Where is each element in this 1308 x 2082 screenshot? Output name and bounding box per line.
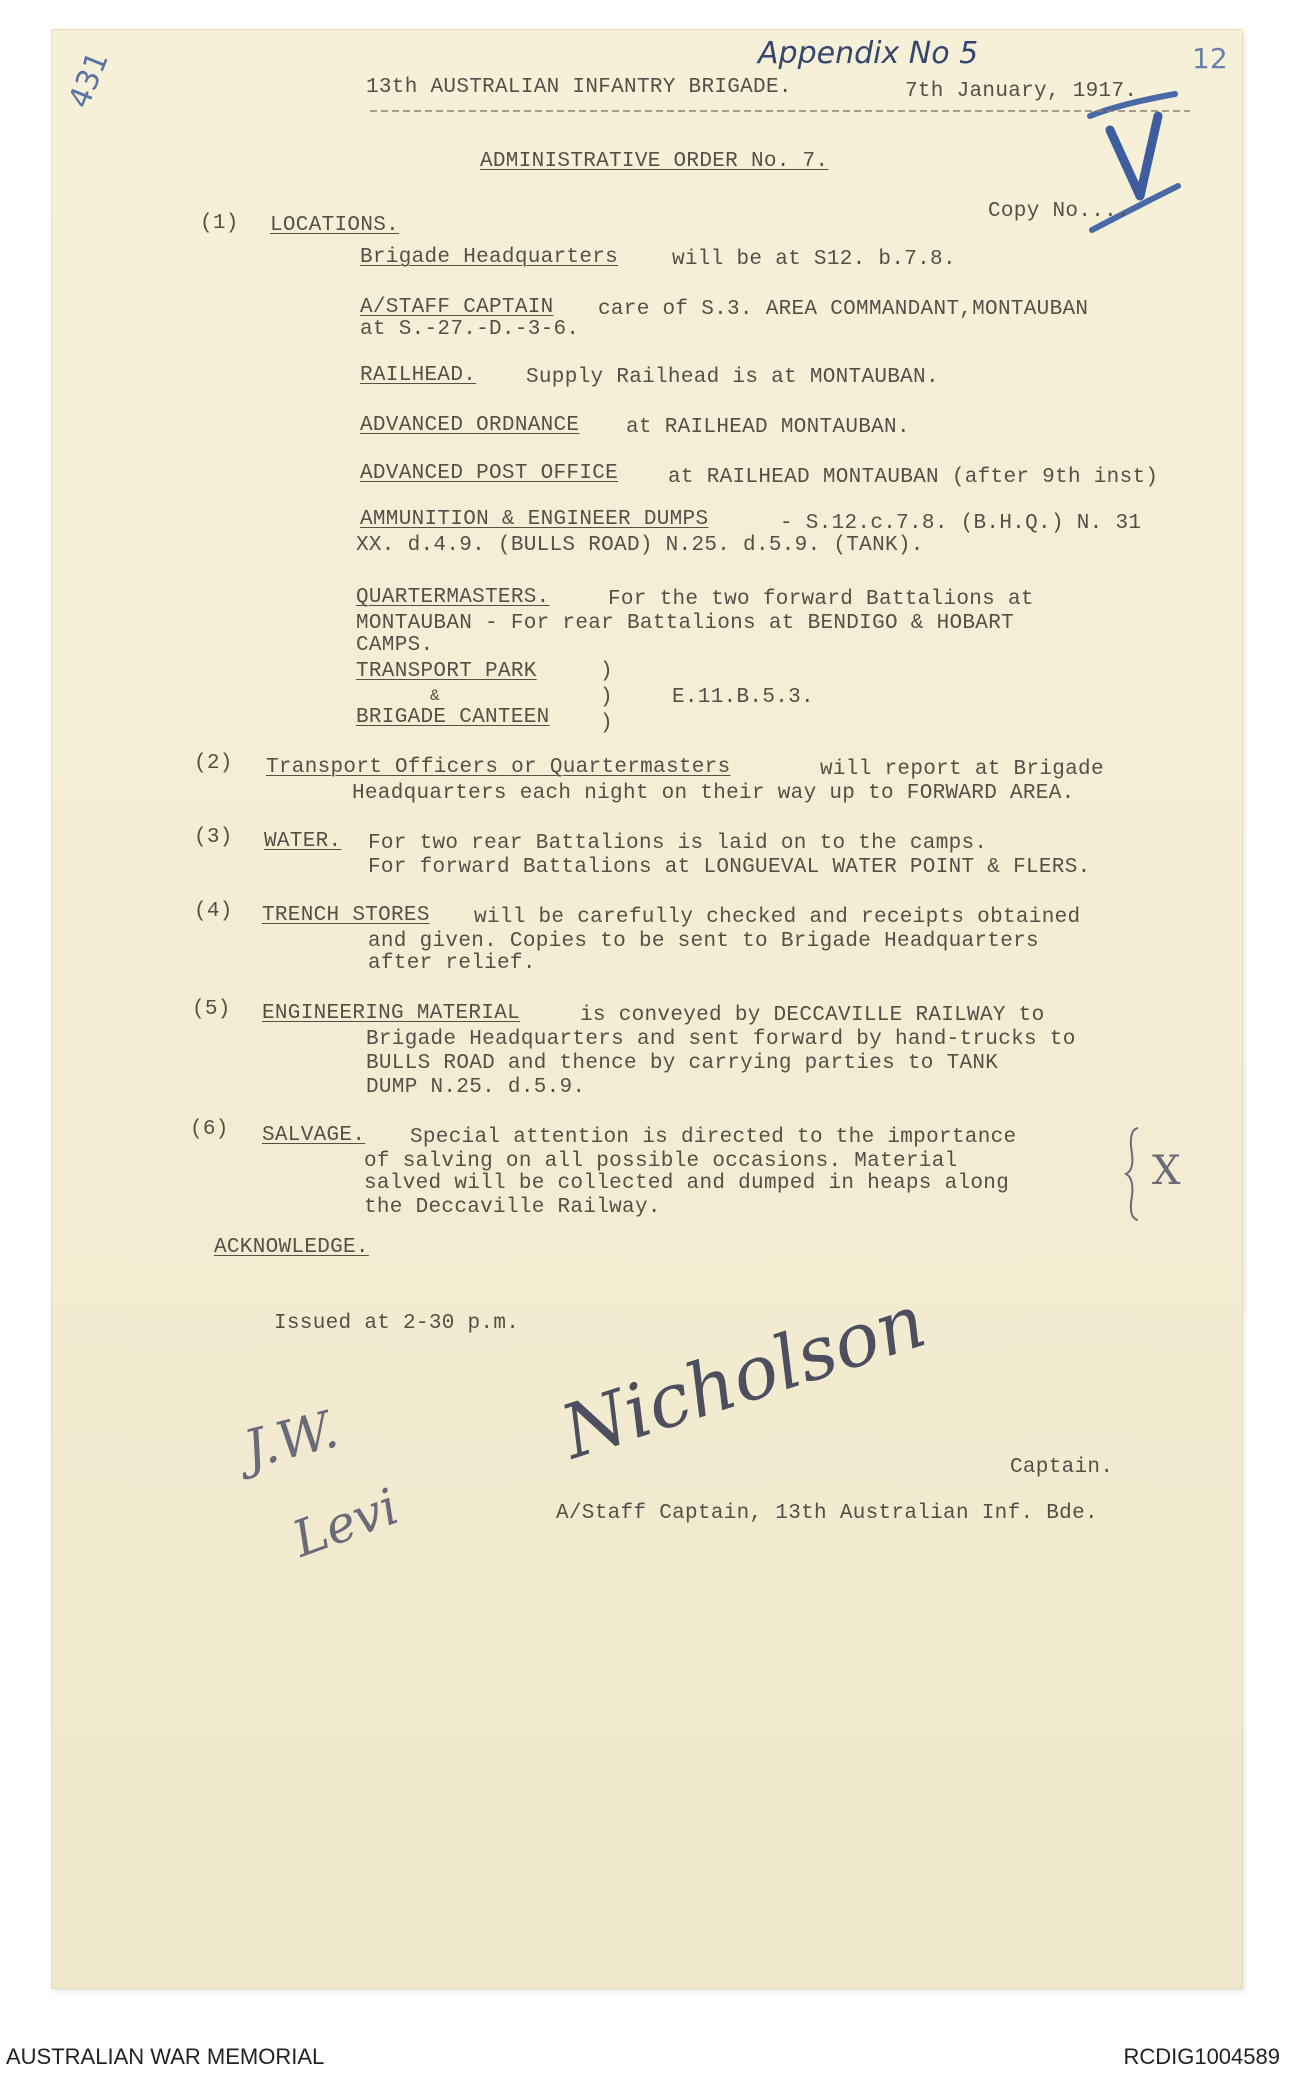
ammunition-dumps-label: AMMUNITION & ENGINEER DUMPS: [360, 508, 709, 531]
initials-annotation-2: Levi: [285, 1477, 406, 1569]
section-3-text-2: For forward Battalions at LONGUEVAL WATER POINT & FLERS.: [368, 856, 1091, 879]
brigade-header: 13th AUSTRALIAN INFANTRY BRIGADE.: [366, 76, 792, 99]
svg-text:): ): [600, 660, 613, 683]
railhead-text: Supply Railhead is at MONTAUBAN.: [526, 366, 939, 389]
staff-captain-text-2: at S.-27.-D.-3-6.: [360, 318, 580, 341]
section-6-text-3: salved will be collected and dumped in heaps along: [364, 1172, 1010, 1195]
section-4-number: (4): [194, 900, 233, 923]
appendix-annotation: Appendix No 5: [758, 36, 979, 71]
initials-annotation-1: J.W.: [238, 1399, 345, 1481]
section-5-text-3: BULLS ROAD and thence by carrying parties to TANK: [366, 1052, 999, 1075]
acknowledge-text: ACKNOWLEDGE.: [214, 1236, 369, 1259]
staff-captain-label: A/STAFF CAPTAIN: [360, 296, 554, 319]
order-title: ADMINISTRATIVE ORDER No. 7.: [480, 150, 829, 173]
bhq-label: Brigade Headquarters: [360, 246, 619, 269]
section-4-label: TRENCH STORES: [262, 904, 430, 927]
section-5-label: ENGINEERING MATERIAL: [262, 1002, 521, 1025]
folio-number: 431: [62, 46, 116, 114]
section-4-text-3: after relief.: [368, 952, 536, 975]
quartermasters-text-1: For the two forward Battalions at: [608, 588, 1034, 611]
footer-reference: RCDIG1004589: [1123, 2044, 1280, 2069]
document-date: 7th January, 1917.: [905, 80, 1138, 103]
header-rule: [370, 108, 1190, 114]
section-1-number: (1): [200, 212, 239, 235]
quartermasters-text-2: MONTAUBAN - For rear Battalions at BENDIGO & HOBART: [356, 612, 1015, 635]
footer-source: AUSTRALIAN WAR MEMORIAL: [6, 2044, 325, 2069]
quartermasters-label: QUARTERMASTERS.: [356, 586, 550, 609]
section-2-text-2: Headquarters each night on their way up to FORWARD AREA.: [352, 782, 1075, 805]
ordnance-label: ADVANCED ORDNANCE: [360, 414, 580, 437]
ordnance-text: at RAILHEAD MONTAUBAN.: [626, 416, 910, 439]
section-5-text-1: is conveyed by DECCAVILLE RAILWAY to: [580, 1004, 1045, 1027]
section-5-text-2: Brigade Headquarters and sent forward by hand-trucks to: [366, 1028, 1076, 1051]
section-2-label: Transport Officers or Quartermasters: [266, 756, 731, 779]
signatory-rank: Captain.: [1010, 1456, 1114, 1479]
quartermasters-text-3: CAMPS.: [356, 634, 434, 657]
signatory-appointment: A/Staff Captain, 13th Australian Inf. Bde.: [556, 1502, 1098, 1525]
svg-text:): ): [600, 712, 613, 735]
section-5-text-4: DUMP N.25. d.5.9.: [366, 1076, 586, 1099]
signature: Nicholson: [551, 1278, 936, 1476]
brace-bracket: [600, 660, 620, 740]
section-2-number: (2): [194, 752, 233, 775]
grid-reference: E.11.B.5.3.: [672, 686, 814, 709]
railhead-label: RAILHEAD.: [360, 364, 477, 387]
section-5-number: (5): [192, 998, 231, 1021]
ampersand: &: [430, 687, 440, 705]
issued-time: Issued at 2-30 p.m.: [274, 1312, 520, 1335]
copy-number: Copy No....: [988, 200, 1130, 223]
section-6-label: SALVAGE.: [262, 1124, 366, 1147]
section-3-text-1: For two rear Battalions is laid on to the camps.: [368, 832, 988, 855]
section-3-number: (3): [194, 826, 233, 849]
section-2-text-1: will report at Brigade: [820, 758, 1104, 781]
post-office-label: ADVANCED POST OFFICE: [360, 462, 619, 485]
brigade-canteen-label: BRIGADE CANTEEN: [356, 706, 550, 729]
section-3-label: WATER.: [264, 830, 342, 853]
section-4-text-1: will be carefully checked and receipts obtained: [474, 906, 1081, 929]
ammunition-dumps-text-2: XX. d.4.9. (BULLS ROAD) N.25. d.5.9. (TANK).: [356, 534, 924, 557]
section-4-text-2: and given. Copies to be sent to Brigade Headquarters: [368, 930, 1039, 953]
section-6-text-2: of salving on all possible occasions. Material: [364, 1150, 958, 1173]
margin-mark: X: [1152, 1148, 1181, 1194]
section-6-text-1: Special attention is directed to the importance: [410, 1126, 1017, 1149]
section-6-number: (6): [190, 1118, 229, 1141]
bhq-text: will be at S12. b.7.8.: [672, 248, 956, 271]
section-1-heading: LOCATIONS.: [270, 214, 400, 237]
page-number: 12: [1192, 42, 1228, 75]
margin-brace-icon: [1124, 1124, 1148, 1224]
post-office-text: at RAILHEAD MONTAUBAN (after 9th inst): [668, 466, 1159, 489]
svg-text:): ): [600, 686, 613, 709]
staff-captain-text-1: care of S.3. AREA COMMANDANT,MONTAUBAN: [598, 298, 1089, 321]
ammunition-dumps-text-1: - S.12.c.7.8. (B.H.Q.) N. 31: [780, 512, 1142, 535]
transport-park-label: TRANSPORT PARK: [356, 660, 537, 683]
section-6-text-4: the Deccaville Railway.: [364, 1196, 661, 1219]
